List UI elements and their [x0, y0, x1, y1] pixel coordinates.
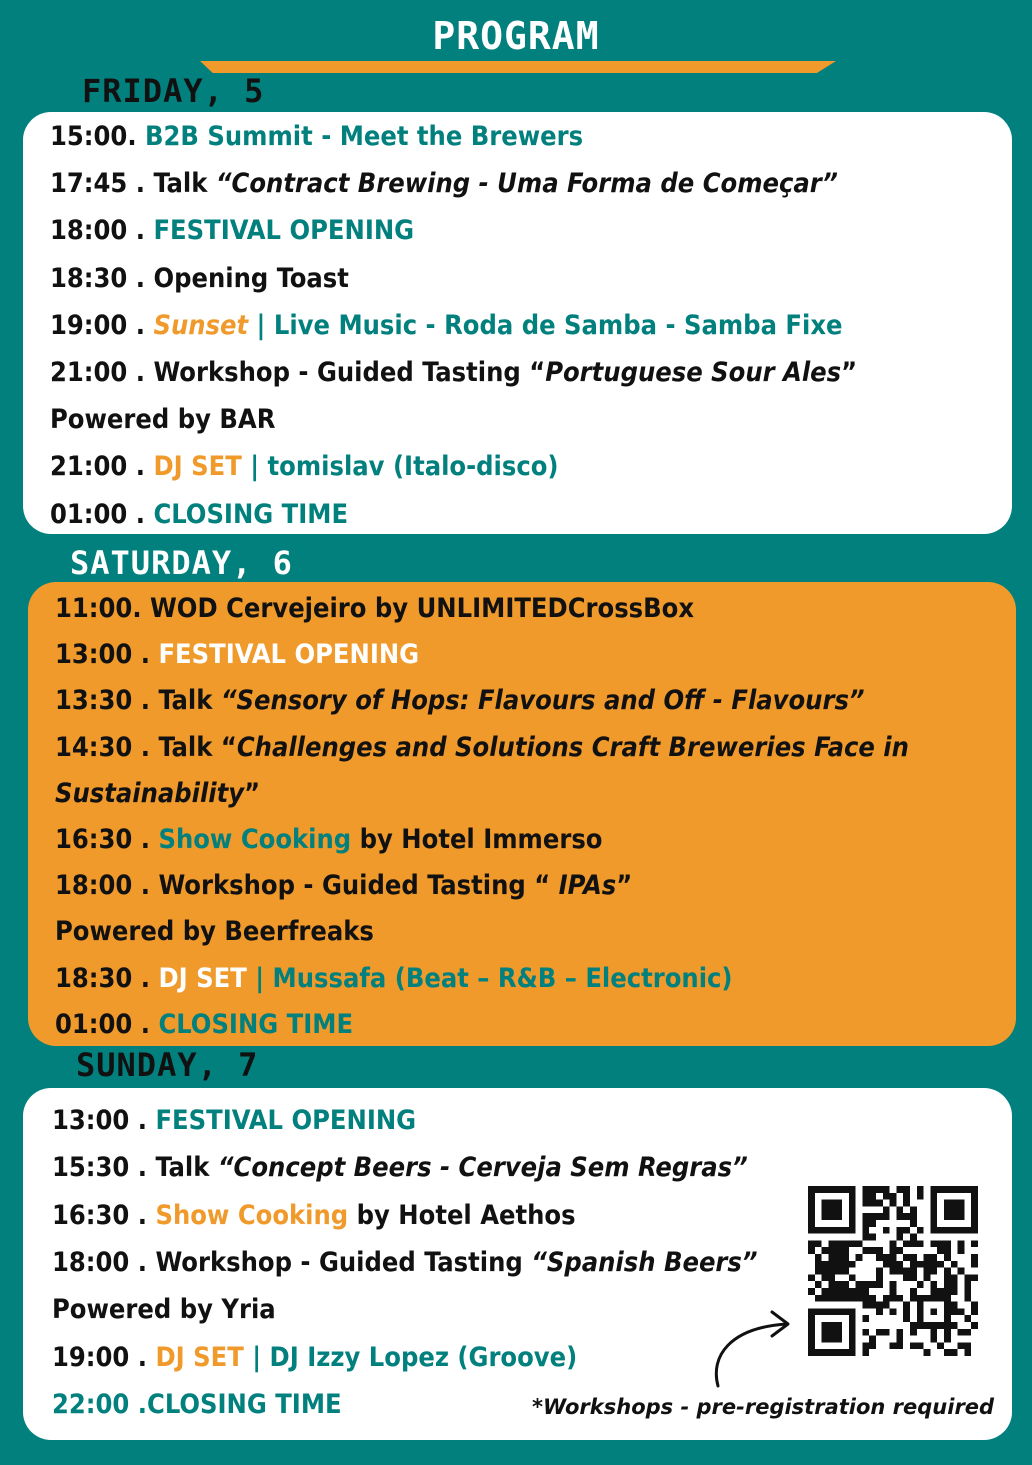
schedule-text: | DJ Izzy Lopez (Groove): [243, 1341, 578, 1373]
friday-schedule-row: [50, 356, 857, 390]
schedule-text: “Spanish Beers”: [531, 1246, 758, 1278]
schedule-text: Show Cooking: [158, 824, 352, 855]
saturday-schedule-row: [55, 684, 865, 718]
schedule-text: 18:00 . Workshop - Guided Tasting: [52, 1246, 532, 1278]
schedule-text: Powered by Beerfreaks: [55, 916, 374, 948]
schedule-text: CLOSING TIME: [153, 498, 349, 530]
schedule-text: | tomislav (Italo-disco): [241, 451, 559, 483]
schedule-text: 21:00 . Workshop - Guided Tasting “: [50, 357, 546, 388]
schedule-text: 18:00 . Workshop - Guided Tasting “: [55, 870, 559, 902]
schedule-text: 16:30 .: [52, 1199, 156, 1231]
schedule-text: DJ SET: [158, 962, 247, 994]
friday-heading: FRIDAY, 5: [82, 72, 265, 110]
schedule-text: DJ SET: [153, 451, 242, 483]
schedule-text: 13:30 . Talk: [55, 685, 221, 717]
friday-schedule-row: [50, 403, 275, 437]
sunday-heading: SUNDAY, 7: [76, 1046, 259, 1084]
sunday-schedule-row: [52, 1341, 577, 1375]
saturday-schedule-row: [55, 731, 909, 765]
schedule-text: 21:00 .: [50, 451, 154, 483]
program-title: PROGRAM: [432, 14, 600, 58]
friday-schedule-row: [50, 309, 842, 343]
sunday-schedule-row: [52, 1293, 276, 1327]
saturday-schedule-row: [55, 962, 733, 996]
schedule-text: Challenges and Solutions Craft Breweries Face in: [236, 731, 909, 763]
schedule-text: 18:30 .: [55, 962, 159, 994]
schedule-text: | Mussafa (Beat – R&B – Electronic): [246, 962, 733, 994]
schedule-text: FESTIVAL OPENING: [155, 1105, 417, 1136]
schedule-text: | Live Music - Roda de Samba - Samba Fixe: [248, 309, 843, 341]
schedule-text: 01:00 .: [50, 498, 154, 530]
schedule-text: B2B Summit - Meet the Brewers: [145, 121, 584, 152]
schedule-text: 15:30 . Talk: [52, 1152, 218, 1184]
saturday-schedule-row: [55, 869, 632, 903]
schedule-text: Portuguese Sour Ales: [545, 357, 842, 388]
schedule-text: 18:00 .: [50, 215, 154, 247]
saturday-schedule-row: [55, 915, 374, 949]
saturday-schedule-row: [55, 823, 602, 857]
friday-schedule-row: [50, 120, 583, 154]
friday-panel: [23, 112, 1012, 534]
sunday-schedule-row: [52, 1246, 758, 1280]
schedule-text: Sustainability: [55, 777, 245, 809]
schedule-text: 19:00 .: [50, 309, 154, 341]
schedule-text: Powered by BAR: [50, 404, 276, 436]
sunday-schedule-row: [52, 1151, 748, 1185]
friday-schedule-row: [50, 450, 559, 484]
saturday-schedule-row: [55, 777, 260, 811]
qr-code-icon[interactable]: [808, 1186, 978, 1356]
schedule-text: FESTIVAL OPENING: [158, 639, 420, 671]
saturday-panel: [28, 582, 1016, 1046]
schedule-text: 13:00 .: [55, 639, 159, 671]
schedule-text: ”: [841, 357, 858, 388]
title-underline-bar: [200, 61, 836, 73]
schedule-text: by Hotel Immerso: [351, 824, 603, 855]
saturday-schedule-row: [55, 1008, 353, 1042]
schedule-text: “Contract Brewing - Uma Forma de Começar”: [215, 168, 838, 200]
schedule-text: IPAs: [558, 870, 617, 902]
schedule-text: 11:00. WOD Cervejeiro by UNLIMITEDCrossBox: [55, 593, 694, 624]
friday-schedule-row: [50, 498, 348, 532]
schedule-text: 18:30 . Opening Toast: [50, 262, 349, 294]
schedule-text: Sunset: [153, 309, 249, 341]
saturday-schedule-row: [55, 592, 694, 626]
schedule-text: 17:45 . Talk: [50, 168, 216, 200]
schedule-text: DJ SET: [155, 1341, 244, 1373]
schedule-text: 14:30 . Talk “: [55, 731, 237, 763]
friday-schedule-row: [50, 214, 414, 248]
sunday-schedule-row: [52, 1199, 576, 1233]
curved-arrow-icon: [708, 1304, 800, 1392]
schedule-text: FESTIVAL OPENING: [153, 215, 415, 247]
saturday-schedule-row: [55, 638, 419, 672]
sunday-schedule-row: [52, 1104, 416, 1138]
friday-schedule-row: [50, 262, 349, 296]
schedule-text: 22:00 .CLOSING TIME: [52, 1388, 342, 1420]
schedule-text: 19:00 .: [52, 1341, 156, 1373]
sunday-schedule-row: [52, 1388, 342, 1422]
schedule-text: 01:00 .: [55, 1008, 159, 1040]
friday-schedule-row: [50, 167, 838, 201]
schedule-text: 13:00 .: [52, 1105, 156, 1136]
schedule-text: 16:30 .: [55, 824, 159, 855]
schedule-text: “Sensory of Hops: Flavours and Off - Flavours”: [220, 685, 865, 717]
schedule-text: Powered by Yria: [52, 1294, 276, 1326]
workshop-registration-note: *Workshops - pre-registration required: [532, 1395, 995, 1419]
schedule-text: 15:00.: [50, 121, 146, 152]
schedule-text: “Concept Beers - Cerveja Sem Regras”: [217, 1152, 748, 1184]
saturday-heading: SATURDAY, 6: [70, 544, 293, 582]
schedule-text: ”: [244, 777, 261, 809]
schedule-text: by Hotel Aethos: [348, 1199, 576, 1231]
schedule-text: ”: [616, 870, 633, 902]
schedule-text: CLOSING TIME: [158, 1008, 354, 1040]
schedule-text: Show Cooking: [155, 1199, 349, 1231]
